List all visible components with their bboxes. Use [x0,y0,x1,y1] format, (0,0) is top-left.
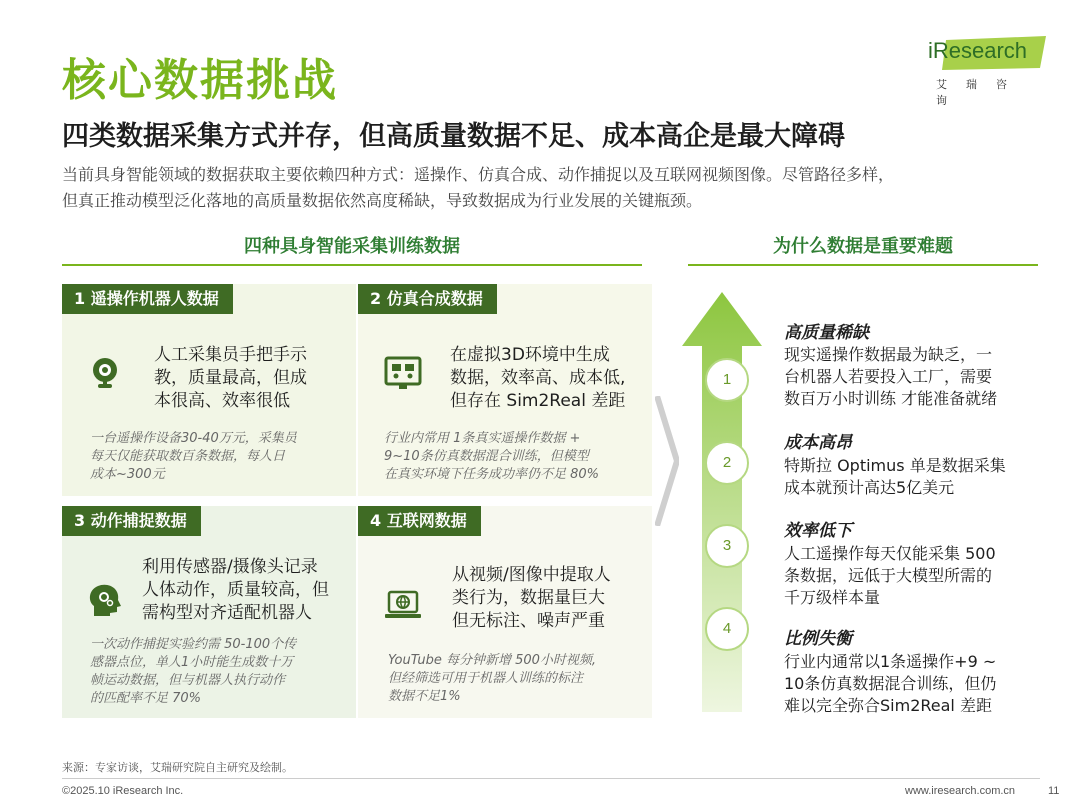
quadrant-teleoperation [62,284,356,496]
quadrant-main-text: 人工采集员手把手示 教，质量最高，但成 本很高、效率很低 [154,345,307,411]
logo-text: iResearch [928,38,1028,63]
quadrant-label: 1 遥操作机器人数据 [62,284,233,314]
step-circle: 2 [705,441,749,485]
reason-body: 行业内通常以1条遥操作+9 ~ 10条仿真数据混合训练，但仍 难以完全弥合Sim2Real 差距 [784,652,997,715]
reason-body: 特斯拉 Optimus 单是数据采集 成本就预计高达5亿美元 [784,456,1006,497]
right-section-divider [688,264,1038,266]
logo-subtext: 艾瑞咨询 [936,78,1026,107]
quadrant-label: 3 动作捕捉数据 [62,506,201,536]
intro-line: 当前具身智能领域的数据获取主要依赖四种方式：遥操作、仿真合成、动作捕捉以及互联网视频图像。尽管路径多样， [62,165,895,184]
quadrant-main-text: 在虚拟3D环境中生成 数据，效率高、成本低, 但存在 Sim2Real 差距 [450,345,626,411]
left-section-heading: 四种具身智能采集训练数据 [244,236,460,257]
website-link[interactable]: www.iresearch.com.cn [905,785,1016,797]
copyright: ©2025.10 iResearch Inc. [62,785,184,797]
globe-laptop-icon [384,586,422,624]
quadrant-note: 一次动作捕捉实验约需 50-100个传 感器点位，单人1小时能生成数十万 帧运动数据，但与机器人执行动作 的匹配率不足 70% [90,637,297,706]
chevron-right-icon [655,396,679,526]
step-circle: 3 [705,524,749,568]
quadrant-label: 2 仿真合成数据 [358,284,497,314]
intro-paragraph [62,162,1022,214]
reason-title: 成本高昂 [784,433,852,453]
quadrant-note: YouTube 每分钟新增 500小时视频, 但经筛选可用于机器人训练的标注 数据不足1% [388,653,597,704]
intro-line: 但真正推动模型泛化落地的高质量数据依然高度稀缺，导致数据成为行业发展的关键瓶颈。 [62,191,703,210]
right-section-heading: 为什么数据是重要难题 [773,236,953,257]
quadrant-main-text: 利用传感器/摄像头记录 人体动作，质量较高，但 需构型对齐适配机器人 [142,557,329,623]
page-subtitle: 四类数据采集方式并存，但高质量数据不足、成本高企是最大障碍 [62,121,845,152]
left-section-divider [62,264,642,266]
quadrant-note: 行业内常用 1条真实遥操作数据 + 9~10条仿真数据混合训练，但模型 在真实环境下任务成功率仍不足 80% [384,431,600,482]
reason-title: 高质量稀缺 [784,323,869,343]
head-gears-icon [86,582,124,620]
reason-title: 比例失衡 [784,629,852,649]
quadrant-label: 4 互联网数据 [358,506,481,536]
quadrant-internet [358,506,652,718]
step-circle: 1 [705,358,749,402]
page-number: 11 [1048,785,1060,797]
iresearch-logo [928,36,1050,107]
reason-body: 现实遥操作数据最为缺乏，一 台机器人若要投入工厂，需要 数百万小时训练 才能准备就绪 [784,345,998,408]
reason-title: 效率低下 [784,521,852,541]
reason-body: 人工遥操作每天仅能采集 500 条数据，远低于大模型所需的 千万级样本量 [784,544,996,607]
simulation-screen-icon [384,354,422,392]
source-note: 来源：专家访谈，艾瑞研究院自主研究及绘制。 [62,761,293,774]
step-circle: 4 [705,607,749,651]
quadrant-main-text: 从视频/图像中提取人 类行为，数据量巨大 但无标注、噪声严重 [452,565,611,631]
quadrant-note: 一台遥操作设备30-40万元，采集员 每天仅能获取数百条数据，每人日 成本~300元 [90,431,297,482]
webcam-icon [86,354,124,392]
quadrant-motion-capture [62,506,356,718]
footer-divider [62,778,1040,779]
quadrant-simulation [358,284,652,496]
page-title: 核心数据挑战 [62,55,338,106]
